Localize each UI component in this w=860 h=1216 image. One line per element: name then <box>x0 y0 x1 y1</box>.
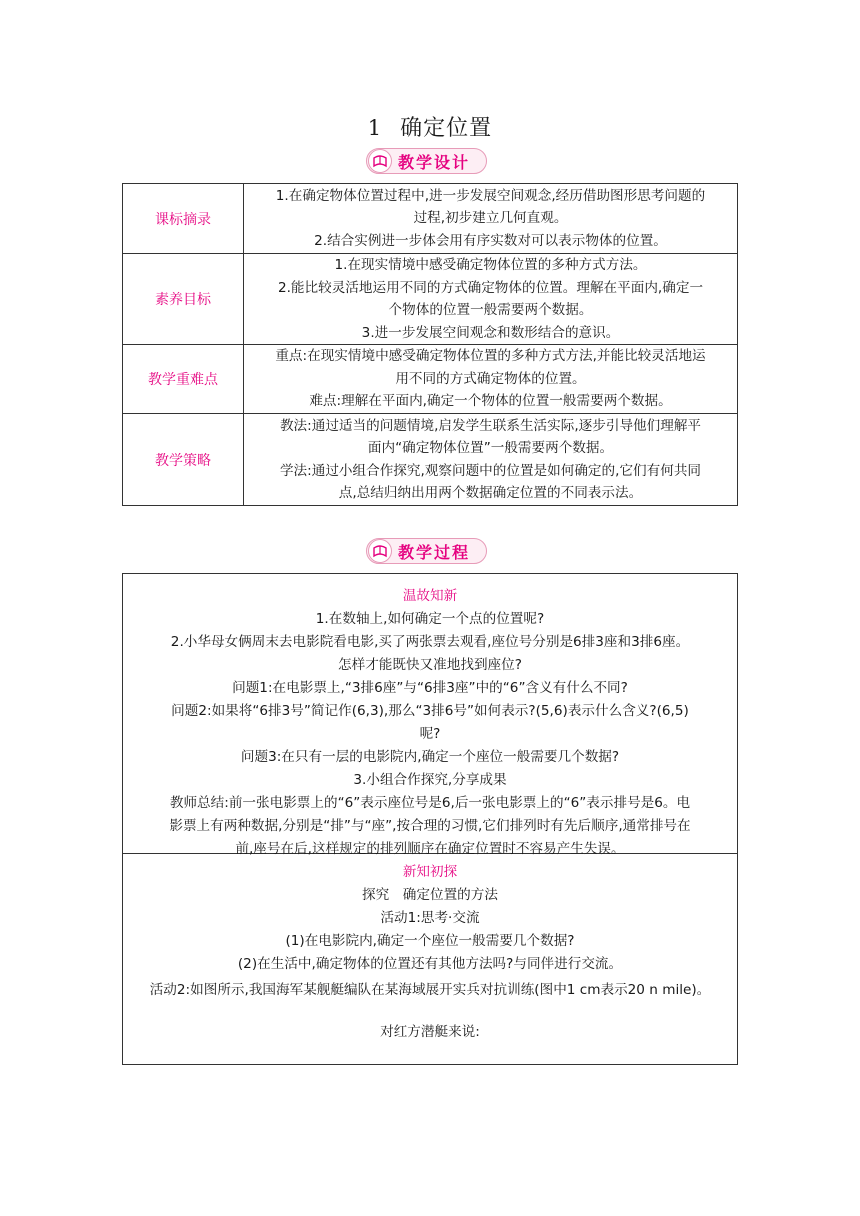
text-line: 呢? <box>419 726 441 742</box>
design-table <box>122 183 738 506</box>
row-label: 课标摘录 <box>123 184 244 254</box>
row-label: 素养目标 <box>123 254 244 345</box>
text-line: 教师总结:前一张电影票上的“6”表示座位号是6,后一张电影票上的“6”表示排号是6。电 <box>169 795 691 811</box>
text-line: 对红方潜艇来说: <box>380 1024 480 1040</box>
text-line: 影票上有两种数据,分别是“排”与“座”,按合理的习惯,它们排列时有先后顺序,通常排号在 <box>169 818 691 834</box>
banner-text: 教学过程 <box>398 543 471 562</box>
section-heading: 温故知新 <box>402 588 458 604</box>
text-line: 1.在数轴上,如何确定一个点的位置呢? <box>315 611 545 627</box>
teaching-process-banner <box>366 538 487 564</box>
teaching-design-banner <box>366 148 487 174</box>
row-label: 教学重难点 <box>123 345 244 414</box>
process-box <box>122 573 738 1065</box>
text-line: 问题1:在电影票上,“3排6座”与“6排3座”中的“6”含义有什么不同? <box>232 680 628 696</box>
review-section <box>123 574 737 857</box>
text-line: 3.小组合作探究,分享成果 <box>353 772 507 788</box>
row-content: 重点:在现实情境中感受确定物体位置的多种方式方法,并能比较灵活地运 用不同的方式确定物体的位置。 难点:理解在平面内,确定一个物体的位置一般需要两个数据。 <box>244 345 738 414</box>
section-title: 确定位置 <box>400 116 493 141</box>
text-line: 2.小华母女俩周末去电影院看电影,买了两张票去观看,座位号分别是6排3座和3排6座。 <box>170 634 690 650</box>
text-line: (1)在电影院内,确定一个座位一般需要几个数据? <box>285 933 575 949</box>
text-line: (2)在生活中,确定物体的位置还有其他方法吗?与同伴进行交流。 <box>237 956 623 972</box>
banner-text: 教学设计 <box>398 153 471 172</box>
text-line: 活动1:思考·交流 <box>380 910 480 926</box>
text-line: 活动2:如图所示,我国海军某舰艇编队在某海域展开实兵对抗训练(图中1 cm表示20 n mile)。 <box>149 982 711 998</box>
text-line: 前,座号在后,这样规定的排列顺序在确定位置时不容易产生失误。 <box>235 841 625 857</box>
row-content: 1.在确定物体位置过程中,进一步发展空间观念,经历借助图形思考问题的 过程,初步建立几何直观。 2.结合实例进一步体会用有序实数对可以表示物体的位置。 <box>244 184 738 254</box>
text-line: 问题3:在只有一层的电影院内,确定一个座位一般需要几个数据? <box>240 749 620 765</box>
page-title <box>0 111 860 142</box>
section-number: 1 <box>367 116 383 140</box>
book-icon <box>372 543 388 559</box>
book-icon <box>372 153 388 169</box>
text-line: 怎样才能既快又准地找到座位? <box>338 657 522 673</box>
section-heading: 新知初探 <box>402 864 458 880</box>
text-line: 问题2:如果将“6排3号”简记作(6,3),那么“3排6号”如何表示?(5,6)表示什么含义?(6,5) <box>171 703 689 719</box>
row-label: 教学策略 <box>123 414 244 506</box>
row-content: 教法:通过适当的问题情境,启发学生联系生活实际,逐步引导他们理解平 面内“确定物体位置”一般需要两个数据。 学法:通过小组合作探究,观察问题中的位置是如何确定的,它们有何共同 点,总结归纳出用两个数据确定位置的不同表示法。 <box>244 414 738 506</box>
new-knowledge-section <box>123 854 737 1064</box>
text-line: 探究 确定位置的方法 <box>362 887 498 903</box>
row-content: 1.在现实情境中感受确定物体位置的多种方式方法。 2.能比较灵活地运用不同的方式确定物体的位置。理解在平面内,确定一 个物体的位置一般需要两个数据。 3.进一步发展空间观念和数形结合的意识。 <box>244 254 738 345</box>
